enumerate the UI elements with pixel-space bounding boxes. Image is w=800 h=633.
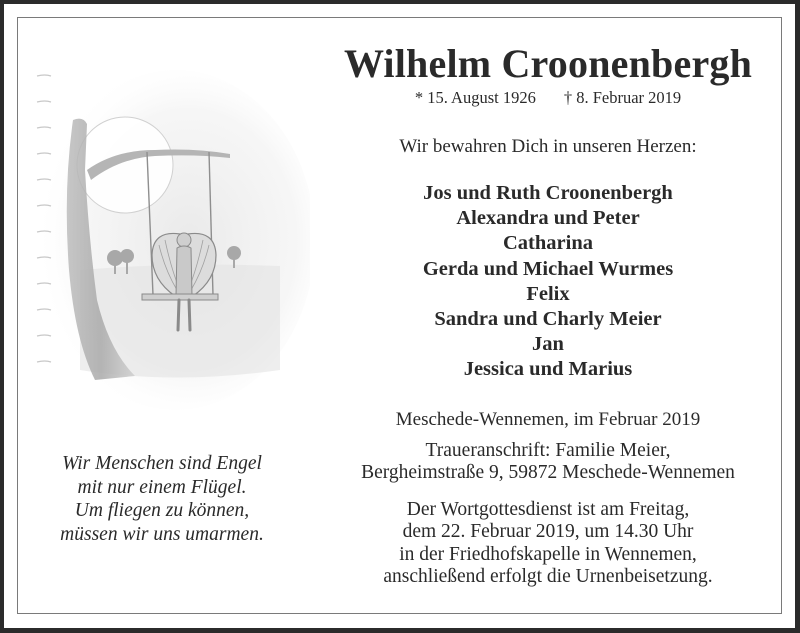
mourner: Jessica und Marius — [463, 358, 633, 381]
mourning-address — [318, 440, 778, 485]
intro-text: Wir bewahren Dich in unseren Herzen: — [399, 136, 697, 157]
mourners-list — [318, 181, 778, 383]
service-line: anschließend erfolgt die Urnenbeisetzung. — [383, 566, 713, 588]
mourner: Jos und Ruth Croonenbergh — [423, 182, 673, 204]
mourner: Alexandra und Peter — [456, 207, 640, 230]
death-date: † 8. Februar 2019 — [563, 88, 682, 107]
mourner: Catharina — [503, 232, 593, 255]
address-line: Traueranschrift: Familie Meier, — [425, 439, 671, 461]
quote-line: mit nur einem Flügel. — [77, 476, 247, 498]
quote-line: Wir Menschen sind Engel — [62, 453, 262, 474]
service-info — [318, 499, 778, 589]
mourner: Jan — [532, 333, 564, 356]
life-dates — [318, 88, 778, 108]
notice-body — [318, 40, 778, 589]
mourner: Sandra und Charly Meier — [434, 308, 662, 331]
birth-date: * 15. August 1926 — [414, 88, 536, 107]
service-line: Der Wortgottesdienst ist am Freitag, — [406, 498, 690, 520]
mourner: Gerda und Michael Wurmes — [422, 257, 674, 280]
service-line: dem 22. Februar 2019, um 14.30 Uhr — [402, 521, 694, 543]
service-line: in der Friedhofskapelle in Wennemen, — [399, 543, 697, 565]
quote-line: Um fliegen zu können, — [74, 500, 250, 521]
quote-verse — [22, 452, 302, 546]
quote-line: müssen wir uns umarmen. — [60, 523, 264, 545]
mourner: Felix — [526, 282, 570, 305]
deceased-name: Wilhelm Croonenbergh — [343, 41, 753, 86]
angel-on-swing-icon — [25, 40, 310, 430]
place-date: Meschede-Wennemen, im Februar 2019 — [395, 408, 701, 430]
address-line: Bergheimstraße 9, 59872 Meschede-Wennemen — [361, 462, 735, 484]
